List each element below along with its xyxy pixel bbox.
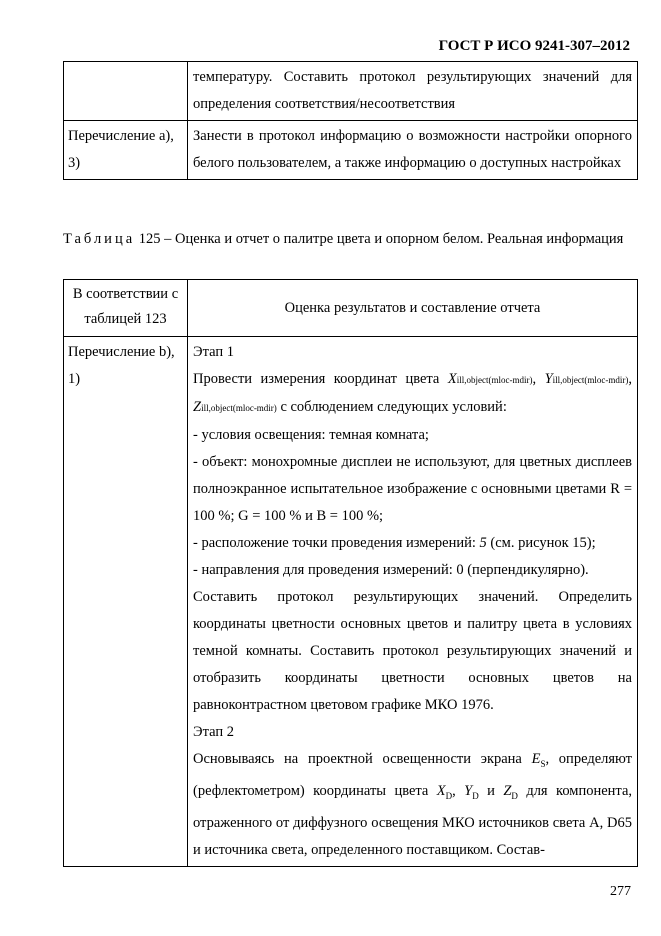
table-125 (63, 279, 638, 867)
table-row (64, 62, 638, 121)
paragraph-reflectometer: Основываясь на проектной освещенности экрана $E_S$, определяют (рефлектометром) координаты цвета $X_D$, $Y_D$ и $Z_D$ для компонента, отраженного от диффузного освещения МКО источников света A, D65 и источника света, определенного поставщиком. Состав- (193, 751, 633, 858)
header-cell-reference: В соответствии с таблицей 123 (64, 280, 188, 337)
paragraph-protocol: Составить протокол результирующих значений. Определить координаты цветности основных цветов и палитру цвета в условиях темной комнаты. Составить протокол результирующих значений и отобразить координаты цветности основных цветов на равноконтрастном цветовом графике МКО 1976. (193, 589, 632, 713)
condition-location: - расположение точки проведения измерений: 5 (см. рисунок 15); (193, 535, 596, 551)
table-cell-left (64, 62, 188, 121)
header-cell-evaluation: Оценка результатов и составление отчета (188, 280, 638, 337)
stage-2-label: Этап 2 (193, 724, 234, 740)
measurement-instruction: Провести измерения координат цвета Xill,object(mloc-mdir), Yill,object(mloc-mdir), Zill,object(mloc-mdir) с соблюдением следующих условий: (193, 371, 633, 415)
caption-text: 125 – Оценка и отчет о палитре цвета и опорном белом. Реальная информация (138, 231, 624, 247)
table-row (64, 121, 638, 180)
table-cell-right: Занести в протокол информацию о возможности настройки опорного белого пользователем, а также информацию о доступных настройках (188, 121, 638, 180)
table-cell-right: температуру. Составить протокол результирующих значений для определения соответствия/несоответствия (188, 62, 638, 121)
table-cell-left: Перечисление b), 1) (64, 337, 188, 867)
caption-label: Таблица (63, 231, 136, 247)
table-top-continuation (63, 61, 638, 180)
condition-lighting: - условия освещения: темная комната; (193, 427, 429, 443)
condition-object: - объект: монохромные дисплеи не используют, для цветных дисплеев полноэкранное испытательное изображение с основными цветами R = 100 %; G = 100 % и B = 100 %; (193, 454, 632, 524)
table-cell-left: Перечисление а), 3) (64, 121, 188, 180)
page-number: 277 (610, 884, 631, 899)
table-row (64, 337, 638, 867)
table-caption (63, 224, 638, 254)
stage-1-label: Этап 1 (193, 344, 234, 360)
table-cell-right (188, 337, 638, 867)
table-header-row (64, 280, 638, 337)
standard-header: ГОСТ Р ИСО 9241-307–2012 (438, 38, 630, 54)
condition-direction: - направления для проведения измерений: 0 (перпендикулярно). (193, 562, 589, 578)
